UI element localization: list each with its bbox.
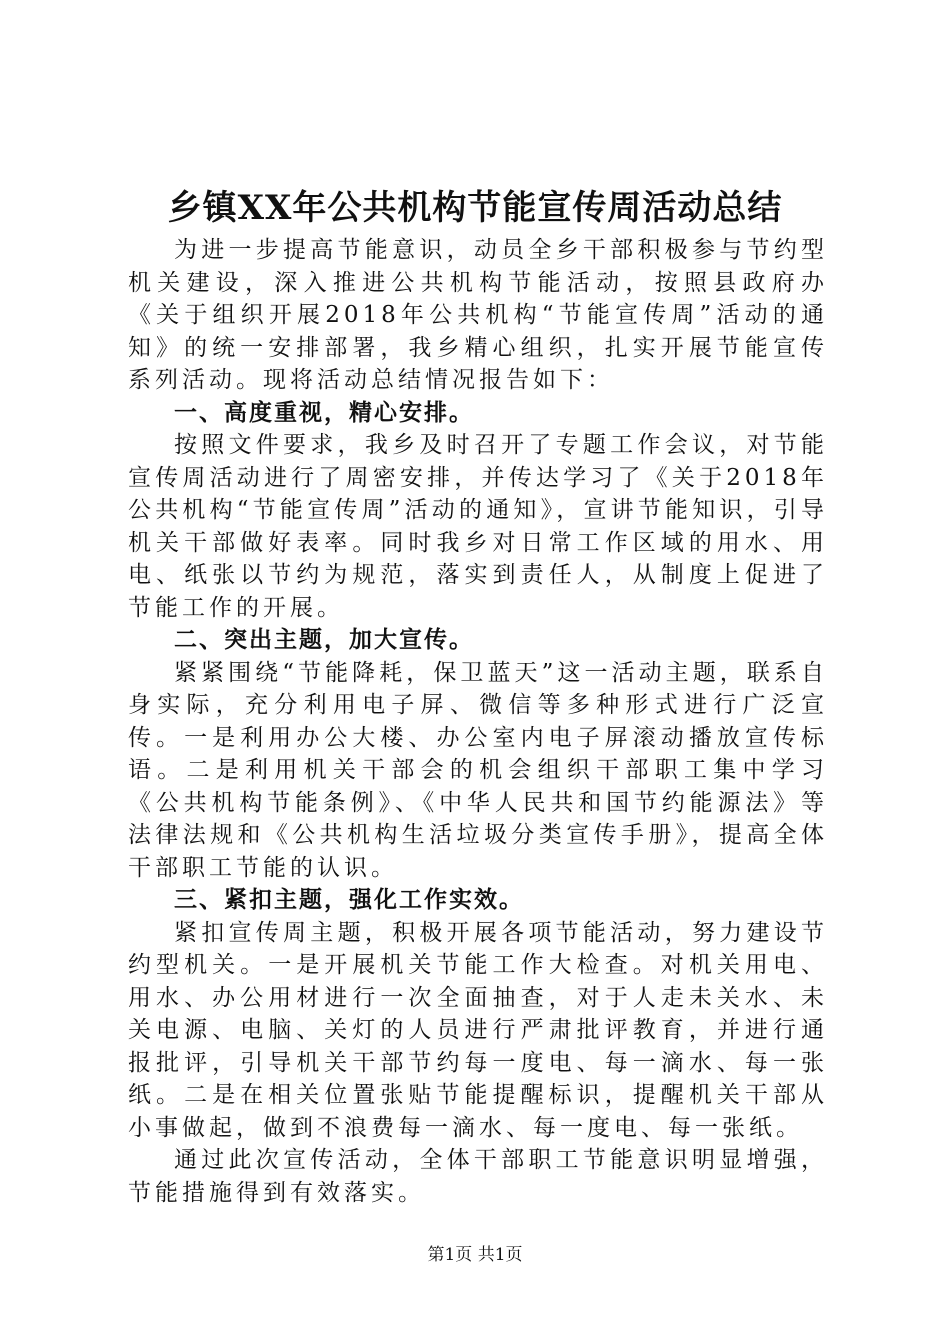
section-paragraph-1: 按照文件要求，我乡及时召开了专题工作会议，对节能宣传周活动进行了周密安排，并传达学习了《关于2018年公共机构“节能宣传周”活动的通知》，宣讲节能知识，引导机关干部做好表率。同时我乡对日常工作区域的用水、用电、纸张以节约为规范，落实到责任人，从制度上促进了节能工作的开展。 [128, 432, 828, 621]
intro-paragraph: 为进一步提高节能意识，动员全乡干部积极参与节约型机关建设，深入推进公共机构节能活动，按照县政府办《关于组织开展2018年公共机构“节能宣传周”活动的通知》的统一安排部署，我乡精心组织，扎实开展节能宣传系列活动。现将活动总结情况报告如下： [128, 237, 828, 393]
section-paragraph-3: 紧扣宣传周主题，积极开展各项节能活动，努力建设节约型机关。一是开展机关节能工作大检查。对机关用电、用水、办公用材进行一次全面抽查，对于人走未关水、未关电源、电脑、关灯的人员进行严肃批评教育，并进行通报批评，引导机关干部节约每一度电、每一滴水、每一张纸。二是在相关位置张贴节能提醒标识，提醒机关干部从小事做起，做到不浪费每一滴水、每一度电、每一张纸。 [128, 919, 828, 1141]
section-heading-3: 三、紧扣主题，强化工作实效。 [174, 887, 524, 913]
page-number-footer: 第1页 共1页 [427, 1245, 523, 1265]
document-body [128, 234, 828, 1209]
section-heading-1: 一、高度重视，精心安排。 [174, 399, 474, 426]
conclusion-paragraph: 通过此次宣传活动，全体干部职工节能意识明显增强，节能措施得到有效落实。 [128, 1147, 828, 1206]
section-paragraph-2: 紧紧围绕“节能降耗，保卫蓝天”这一活动主题，联系自身实际，充分利用电子屏、微信等多种形式进行广泛宣传。一是利用办公大楼、办公室内电子屏滚动播放宣传标语。二是利用机关干部会的机会组织干部职工集中学习《公共机构节能条例》、《中华人民共和国节约能源法》等法律法规和《公共机构生活垃圾分类宣传手册》，提高全体干部职工节能的认识。 [128, 659, 828, 881]
document-title: 乡镇XX年公共机构节能宣传周活动总结 [167, 188, 783, 228]
section-heading-2: 二、突出主题，加大宣传。 [174, 627, 474, 653]
